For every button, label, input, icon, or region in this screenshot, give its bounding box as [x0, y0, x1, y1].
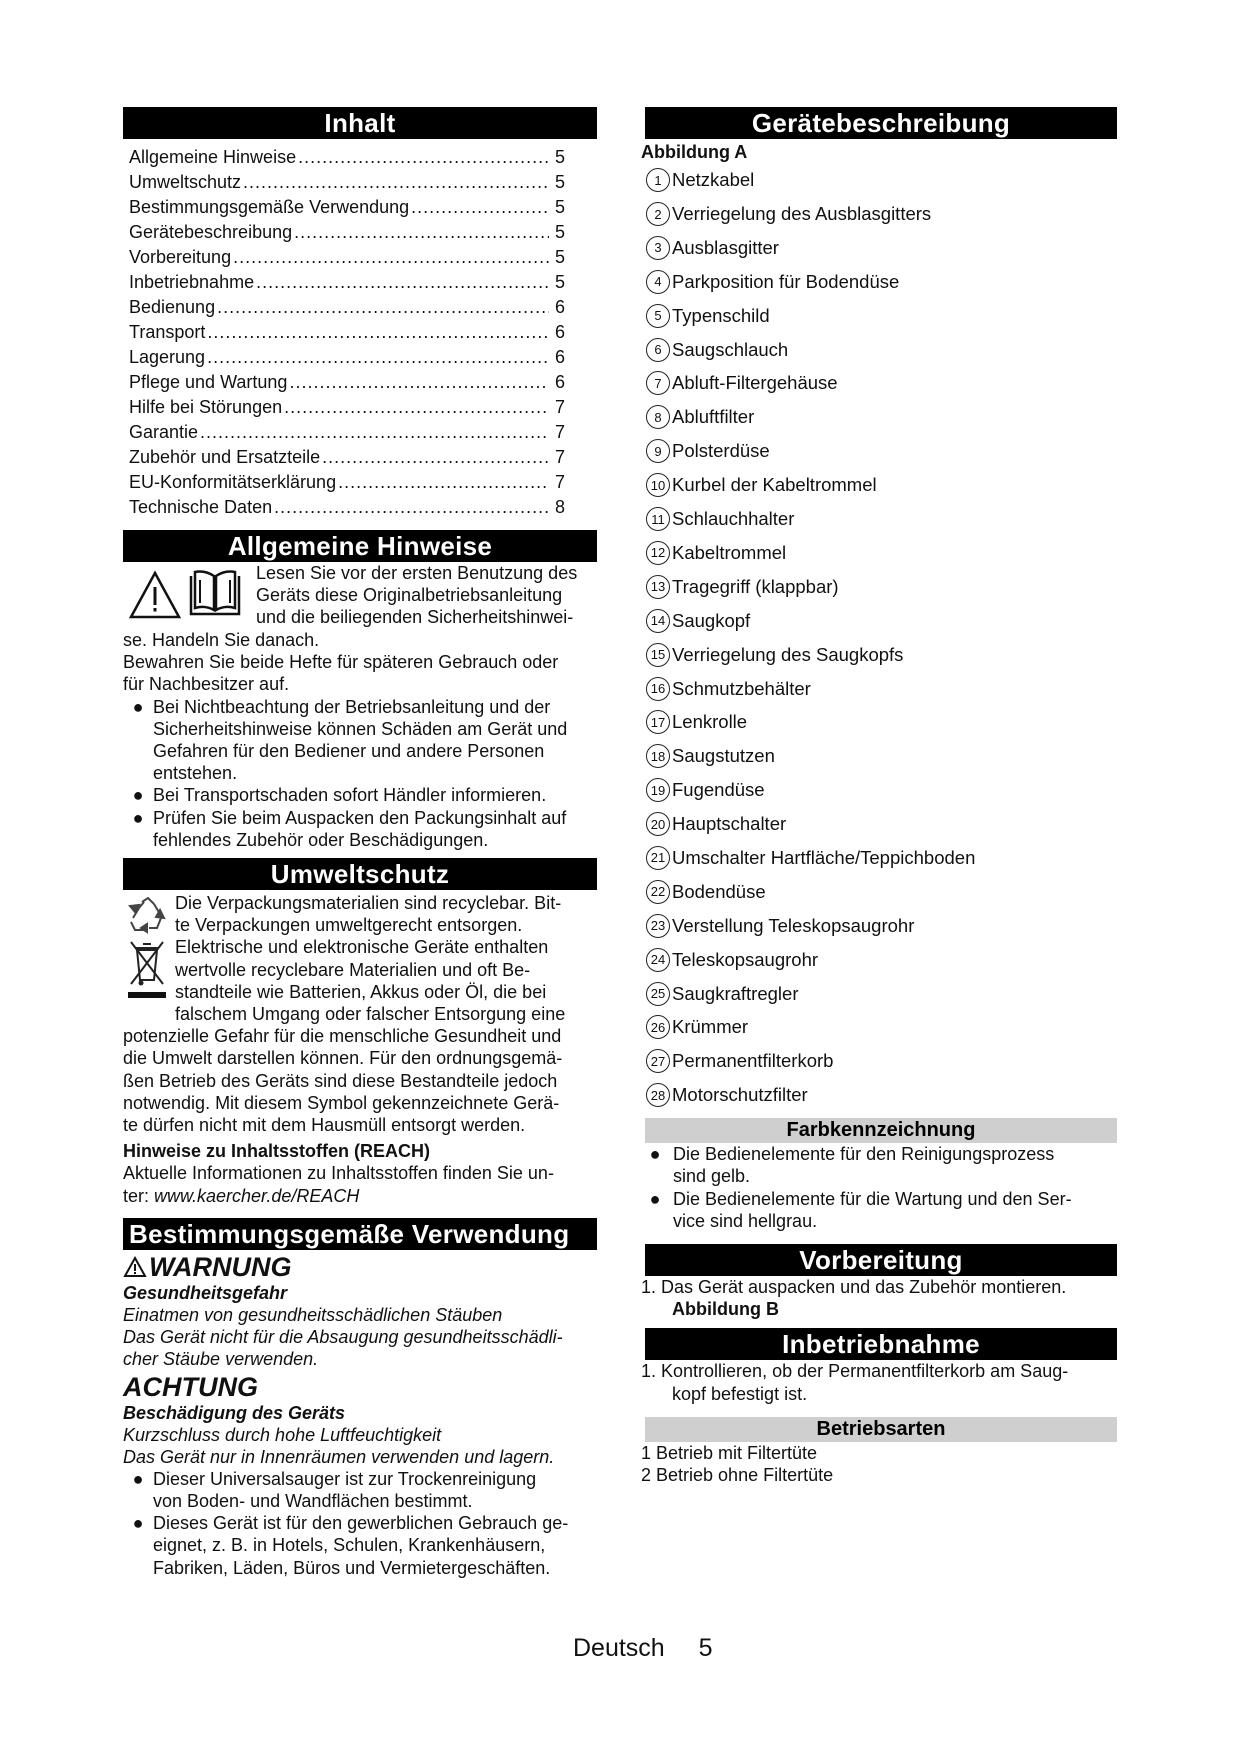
- toc-entry-page: 6: [554, 372, 565, 392]
- part-number-badge: 23: [646, 914, 670, 938]
- toc-entry[interactable]: [129, 220, 565, 245]
- part-number-badge: 17: [646, 710, 670, 734]
- toc-entry-page: 7: [554, 397, 565, 417]
- achtung-line: Kurzschluss durch hohe Luftfeuchtigkeit: [123, 1424, 442, 1445]
- bullet-line: Die Bedienelemente für die Wartung und den Ser-: [673, 1188, 1072, 1209]
- toc-dot-leader: [200, 420, 549, 445]
- toc-entry[interactable]: [129, 295, 565, 320]
- toc-entry-title: Inbetriebnahme: [129, 272, 255, 292]
- toc-entry[interactable]: [129, 395, 565, 420]
- part-item: [645, 604, 1117, 638]
- toc-entry-title: Bedienung: [129, 297, 216, 317]
- part-label: Parkposition für Bodendüse: [672, 270, 900, 292]
- bullet-line: von Boden- und Wandflächen bestimmt.: [153, 1491, 473, 1512]
- part-number-badge: 20: [646, 812, 670, 836]
- part-item: [645, 1010, 1117, 1044]
- part-label: Hauptschalter: [672, 813, 787, 835]
- figure-label-a: Abbildung A: [641, 142, 748, 162]
- part-item: [645, 705, 1117, 739]
- section-header-betriebsarten: Betriebsarten: [645, 1417, 1117, 1442]
- part-label: Bodendüse: [672, 880, 766, 902]
- toc-entry[interactable]: [129, 495, 565, 520]
- bullet-line: sind gelb.: [673, 1166, 751, 1187]
- toc-entry-page: 7: [554, 472, 565, 492]
- achtung-label: ACHTUNG: [123, 1371, 258, 1402]
- keep-manual-line: Bewahren Sie beide Hefte für späteren Gebrauch oder: [123, 652, 559, 673]
- part-item: [645, 977, 1117, 1011]
- toc-entry[interactable]: [129, 170, 565, 195]
- part-label: Abluft-Filtergehäuse: [672, 372, 838, 394]
- toc-dot-leader: [207, 345, 549, 370]
- part-number-badge: 24: [646, 948, 670, 972]
- intro-tail: se. Handeln Sie danach.: [123, 630, 320, 650]
- toc-entry[interactable]: [129, 195, 565, 220]
- vorbereitung-step: 1. Das Gerät auspacken und das Zubehör montieren.: [641, 1276, 1067, 1297]
- part-label: Typenschild: [672, 304, 770, 326]
- manual-book-icon: [187, 568, 243, 620]
- part-number-badge: 22: [646, 880, 670, 904]
- part-label: Schmutzbehälter: [672, 677, 811, 699]
- part-number-badge: 18: [646, 744, 670, 768]
- toc-entry-title: Garantie: [129, 422, 199, 442]
- part-item: [645, 163, 1117, 197]
- toc-entry-page: 5: [554, 222, 565, 242]
- part-item: [645, 570, 1117, 604]
- warnung-line: Einatmen von gesundheitsschädlichen Stäuben: [123, 1304, 503, 1325]
- toc-dot-leader: [217, 295, 549, 320]
- part-label: Kurbel der Kabeltrommel: [672, 474, 877, 496]
- left-column: [123, 107, 597, 1579]
- weee-line: falschem Umgang oder falscher Entsorgung eine: [175, 1004, 566, 1025]
- toc-dot-leader: [284, 395, 549, 420]
- section-header-allgemeine-hinweise: Allgemeine Hinweise: [123, 530, 597, 562]
- warnung-line: Das Gerät nicht für die Absaugung gesundheitsschädli-: [123, 1326, 563, 1347]
- part-number-badge: 13: [646, 575, 670, 599]
- section-header-farbkennzeichnung: Farbkennzeichnung: [645, 1118, 1117, 1143]
- toc-dot-leader: [294, 220, 549, 245]
- toc-entry[interactable]: [129, 245, 565, 270]
- toc-entry-title: Allgemeine Hinweise: [129, 147, 297, 167]
- toc-entry[interactable]: [129, 470, 565, 495]
- part-item: [645, 943, 1117, 977]
- part-item: [645, 197, 1117, 231]
- part-number-badge: 8: [646, 405, 670, 429]
- recycle-line: Die Verpackungsmaterialien sind recyclebar. Bit-: [175, 893, 562, 914]
- toc-entry-title: Zubehör und Ersatzteile: [129, 447, 321, 467]
- list-item: [123, 696, 597, 785]
- part-label: Verstellung Teleskopsaugrohr: [672, 914, 915, 936]
- list-item: [637, 1188, 1117, 1232]
- bullet-line: Gefahren für den Bediener und andere Personen: [153, 741, 545, 762]
- section-header-inhalt: Inhalt: [123, 107, 597, 139]
- list-item: [123, 1468, 597, 1512]
- footer-page-number: 5: [698, 1634, 713, 1662]
- part-number-badge: 14: [646, 609, 670, 633]
- list-item: [123, 1512, 597, 1579]
- part-label: Motorschutzfilter: [672, 1084, 808, 1106]
- bullet-line: Dieser Universalsauger ist zur Trockenreinigung: [153, 1468, 537, 1489]
- part-number-badge: 2: [646, 202, 670, 226]
- part-label: Permanentfilterkorb: [672, 1050, 834, 1072]
- mode-item: 2 Betrieb ohne Filtertüte: [641, 1464, 834, 1485]
- toc-entry[interactable]: [129, 270, 565, 295]
- reach-line: [123, 1185, 597, 1207]
- weee-line: notwendig. Mit diesem Symbol gekennzeichnete Gerä-: [123, 1092, 560, 1113]
- reach-prefix: ter:: [123, 1185, 155, 1206]
- bullet-line: vice sind hellgrau.: [673, 1210, 818, 1231]
- part-number-badge: 4: [646, 270, 670, 294]
- section-header-inbetriebnahme: Inbetriebnahme: [645, 1328, 1117, 1360]
- bullet-icon: ●: [649, 1144, 661, 1165]
- part-label: Fugendüse: [672, 779, 765, 801]
- recycle-line: te Verpackungen umweltgerecht entsorgen.: [175, 915, 523, 936]
- part-item: [645, 536, 1117, 570]
- part-item: [645, 773, 1117, 807]
- keep-manual-line: für Nachbesitzer auf.: [123, 674, 290, 695]
- bullet-line: Fabriken, Läden, Büros und Vermietergeschäften.: [153, 1557, 551, 1578]
- intro-block: [123, 562, 597, 629]
- toc-entry-page: 6: [554, 347, 565, 367]
- intro-line: Lesen Sie vor der ersten Benutzung des: [256, 563, 578, 583]
- part-item: [645, 468, 1117, 502]
- reach-link[interactable]: www.kaercher.de/REACH: [154, 1185, 360, 1206]
- toc-dot-leader: [274, 495, 549, 520]
- part-label: Ausblasgitter: [672, 236, 779, 258]
- part-item: [645, 299, 1117, 333]
- part-number-badge: 21: [646, 846, 670, 870]
- intro-line: Geräts diese Originalbetriebsanleitung: [256, 585, 563, 606]
- warning-triangle-icon: [123, 1256, 147, 1278]
- toc-entry-page: 7: [554, 422, 565, 442]
- weee-line: Elektrische und elektronische Geräte enthalten: [175, 937, 549, 958]
- part-item: [645, 1044, 1117, 1078]
- part-number-badge: 28: [646, 1083, 670, 1107]
- part-number-badge: 9: [646, 439, 670, 463]
- part-item: [645, 841, 1117, 875]
- section-header-vorbereitung: Vorbereitung: [645, 1244, 1117, 1276]
- part-label: Saugstutzen: [672, 745, 775, 767]
- bullet-icon: ●: [649, 1188, 661, 1209]
- part-label: Saugkraftregler: [672, 982, 799, 1004]
- reach-line: Aktuelle Informationen zu Inhaltsstoffen finden Sie un-: [123, 1163, 554, 1184]
- achtung-line: Das Gerät nur in Innenräumen verwenden und lagern.: [123, 1446, 555, 1467]
- toc-dot-leader: [256, 270, 549, 295]
- toc-dot-leader: [298, 145, 549, 170]
- warnung-heading: [123, 1252, 597, 1282]
- part-item: [645, 672, 1117, 706]
- part-label: Saugkopf: [672, 609, 751, 631]
- part-number-badge: 26: [646, 1015, 670, 1039]
- table-of-contents: [129, 145, 597, 520]
- part-item: [645, 333, 1117, 367]
- part-label: Tragegriff (klappbar): [672, 575, 839, 597]
- bullet-icon: ●: [132, 696, 144, 717]
- bullet-icon: ●: [132, 785, 144, 806]
- part-number-badge: 12: [646, 541, 670, 565]
- toc-dot-leader: [289, 370, 549, 395]
- warnung-label: WARNUNG: [149, 1251, 292, 1282]
- part-number-badge: 15: [646, 643, 670, 667]
- toc-entry-title: Bestimmungsgemäße Verwendung: [129, 197, 410, 217]
- bullet-line: Dieses Gerät ist für den gewerblichen Gebrauch ge-: [153, 1513, 569, 1534]
- part-label: Lenkrolle: [672, 711, 748, 733]
- inbetrieb-step: kopf befestigt ist.: [672, 1383, 808, 1404]
- toc-dot-leader: [243, 170, 549, 195]
- part-number-badge: 6: [646, 338, 670, 362]
- part-label: Abluftfilter: [672, 406, 755, 428]
- toc-dot-leader: [338, 470, 549, 495]
- bullet-line: Bei Transportschaden sofort Händler informieren.: [153, 785, 547, 806]
- part-label: Polsterdüse: [672, 440, 770, 462]
- toc-entry-title: Transport: [129, 322, 206, 342]
- toc-entry[interactable]: [129, 145, 565, 170]
- toc-entry[interactable]: [129, 320, 565, 345]
- bullet-line: entstehen.: [153, 763, 238, 784]
- part-item: [645, 367, 1117, 401]
- part-number-badge: 16: [646, 677, 670, 701]
- bullet-line: Die Bedienelemente für den Reinigungsprozess: [673, 1144, 1055, 1165]
- mode-item: 1 Betrieb mit Filtertüte: [641, 1442, 818, 1463]
- part-number-badge: 10: [646, 473, 670, 497]
- toc-entry-page: 5: [554, 247, 565, 267]
- part-label: Krümmer: [672, 1016, 749, 1038]
- section-header-geraetebeschreibung: Gerätebeschreibung: [645, 107, 1117, 139]
- weee-line: wertvolle recyclebare Materialien und oft Be-: [175, 959, 531, 980]
- warning-triangle-icon: [128, 570, 182, 620]
- part-label: Schlauchhalter: [672, 508, 795, 530]
- toc-entry-title: Pflege und Wartung: [129, 372, 288, 392]
- list-item: [123, 807, 597, 851]
- toc-entry-page: 5: [554, 147, 565, 167]
- part-item: [645, 875, 1117, 909]
- toc-entry-title: Vorbereitung: [129, 247, 232, 267]
- recycling-icon: [127, 896, 169, 936]
- weee-line: standteile wie Batterien, Akkus oder Öl, die bei: [175, 981, 547, 1002]
- part-item: [645, 231, 1117, 265]
- section-header-umweltschutz: Umweltschutz: [123, 858, 597, 890]
- part-number-badge: 19: [646, 778, 670, 802]
- part-item: [645, 265, 1117, 299]
- crossed-bin-icon: [127, 938, 167, 1000]
- weee-line: te dürfen nicht mit dem Hausmüll entsorgt werden.: [123, 1115, 526, 1136]
- toc-entry-title: Lagerung: [129, 347, 206, 367]
- bullet-line: eignet, z. B. in Hotels, Schulen, Krankenhäusern,: [153, 1535, 546, 1556]
- toc-entry[interactable]: [129, 445, 565, 470]
- toc-entry[interactable]: [129, 345, 565, 370]
- footer-language: Deutsch: [573, 1634, 665, 1662]
- toc-entry-page: 8: [554, 497, 565, 517]
- part-number-badge: 5: [646, 304, 670, 328]
- part-label: Umschalter Hartfläche/Teppichboden: [672, 846, 976, 868]
- part-item: [645, 739, 1117, 773]
- toc-entry-title: Umweltschutz: [129, 172, 242, 192]
- list-item: [123, 784, 597, 806]
- right-column: [641, 107, 1117, 1486]
- part-number-badge: 1: [646, 168, 670, 192]
- page-footer: [573, 1634, 713, 1663]
- bullet-icon: ●: [132, 1513, 144, 1534]
- bullet-line: Prüfen Sie beim Auspacken den Packungsinhalt auf: [153, 807, 567, 828]
- part-number-badge: 25: [646, 982, 670, 1006]
- parts-list: [645, 163, 1117, 1112]
- part-label: Netzkabel: [672, 169, 755, 191]
- inbetrieb-step: 1. Kontrollieren, ob der Permanentfilterkorb am Saug-: [641, 1361, 1069, 1382]
- toc-dot-leader: [233, 245, 549, 270]
- bullet-line: fehlendes Zubehör oder Beschädigungen.: [153, 829, 489, 850]
- weee-block: [123, 936, 597, 1025]
- bullet-icon: ●: [132, 807, 144, 828]
- bullet-line: Sicherheitshinweise können Schäden am Gerät und: [153, 718, 568, 739]
- part-number-badge: 3: [646, 236, 670, 260]
- toc-dot-leader: [207, 320, 549, 345]
- part-label: Kabeltrommel: [672, 541, 787, 563]
- toc-entry-title: EU-Konformitätserklärung: [129, 472, 337, 492]
- warnung-line: cher Stäube verwenden.: [123, 1348, 319, 1369]
- part-label: Verriegelung des Saugkopfs: [672, 643, 904, 665]
- part-number-badge: 27: [646, 1049, 670, 1073]
- reach-title: Hinweise zu Inhaltsstoffen (REACH): [123, 1141, 431, 1162]
- toc-entry-page: 5: [554, 197, 565, 217]
- toc-entry-page: 6: [554, 297, 565, 317]
- toc-entry-page: 5: [554, 172, 565, 192]
- toc-entry[interactable]: [129, 370, 565, 395]
- part-item: [645, 400, 1117, 434]
- part-item: [645, 807, 1117, 841]
- intro-line: und die beiliegenden Sicherheitshinwei-: [256, 607, 574, 628]
- bullet-icon: ●: [132, 1468, 144, 1489]
- part-label: Saugschlauch: [672, 338, 789, 360]
- part-number-badge: 11: [646, 507, 670, 531]
- figure-label-b: Abbildung B: [672, 1299, 779, 1320]
- toc-entry[interactable]: [129, 420, 565, 445]
- part-label: Teleskopsaugrohr: [672, 948, 819, 970]
- toc-entry-page: 7: [554, 447, 565, 467]
- toc-entry-title: Hilfe bei Störungen: [129, 397, 283, 417]
- part-item: [645, 502, 1117, 536]
- part-number-badge: 7: [646, 371, 670, 395]
- part-item: [645, 434, 1117, 468]
- toc-dot-leader: [411, 195, 549, 220]
- list-item: [637, 1143, 1117, 1187]
- toc-entry-page: 5: [554, 272, 565, 292]
- part-label: Verriegelung des Ausblasgitters: [672, 203, 932, 225]
- part-item: [645, 909, 1117, 943]
- bullet-line: Bei Nichtbeachtung der Betriebsanleitung und der: [153, 696, 551, 717]
- toc-entry-title: Technische Daten: [129, 497, 273, 517]
- weee-line: die Umwelt darstellen können. Für den ordnungsgemä-: [123, 1048, 563, 1069]
- recycle-block: [123, 892, 597, 936]
- part-item: [645, 1078, 1117, 1112]
- warnung-subtitle: Gesundheitsgefahr: [123, 1282, 288, 1303]
- toc-entry-title: Gerätebeschreibung: [129, 222, 293, 242]
- toc-dot-leader: [322, 445, 549, 470]
- achtung-subtitle: Beschädigung des Geräts: [123, 1402, 346, 1423]
- weee-line: potenzielle Gefahr für die menschliche Gesundheit und: [123, 1026, 562, 1047]
- toc-entry-page: 6: [554, 322, 565, 342]
- section-header-bestimmungsgemaesse-verwendung: Bestimmungsgemäße Verwendung: [123, 1218, 597, 1250]
- weee-line: ßen Betrieb des Geräts sind diese Bestandteile jedoch: [123, 1070, 558, 1091]
- part-item: [645, 638, 1117, 672]
